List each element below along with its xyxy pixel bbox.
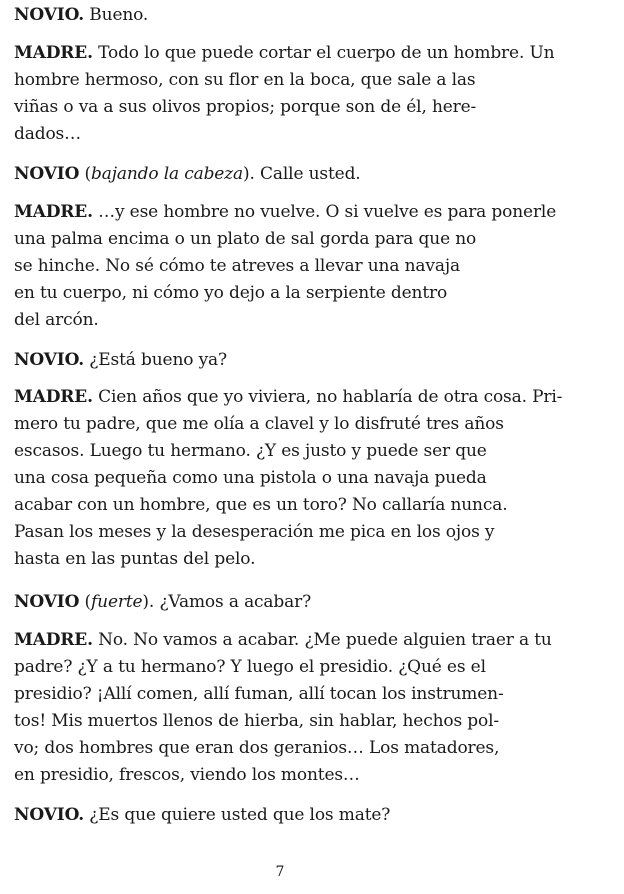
dialogue-text: Cien años que yo viviera, no hablaría de otra cosa. Pri-	[98, 387, 563, 407]
speech-novio-1	[14, 2, 148, 29]
speech-madre-1	[14, 40, 554, 148]
dialogue-line	[14, 161, 361, 188]
dialogue-line: una cosa pequeña como una pistola o una navaja pueda	[14, 468, 487, 488]
dialogue-line: vo; dos hombres que eran dos geranios… Los matadores,	[14, 738, 500, 758]
speaker-name: NOVIO.	[14, 5, 85, 25]
dialogue-text: …y ese hombre no vuelve. O si vuelve es para ponerle	[98, 202, 557, 222]
dialogue-line	[14, 347, 227, 374]
dialogue-line: tos! Mis muertos llenos de hierba, sin hablar, hechos pol-	[14, 711, 499, 731]
speaker-name: MADRE.	[14, 43, 93, 63]
dialogue-line: padre? ¿Y a tu hermano? Y luego el presidio. ¿Qué es el	[14, 657, 486, 677]
speaker-name: NOVIO	[14, 592, 80, 612]
speech-novio-5	[14, 802, 390, 829]
dialogue-line: acabar con un hombre, que es un toro? No callaría nunca.	[14, 495, 508, 515]
speaker-name: MADRE.	[14, 387, 93, 407]
dialogue-text: Bueno.	[89, 5, 149, 25]
dialogue-line: en presidio, frescos, viendo los montes…	[14, 765, 360, 785]
dialogue-line: dados…	[14, 124, 81, 144]
dialogue-text: ¿Vamos a acabar?	[159, 592, 312, 612]
stage-close: ).	[243, 164, 255, 184]
dialogue-line: una palma encima o un plato de sal gorda para que no	[14, 229, 477, 249]
dialogue-text: No. No vamos a acabar. ¿Me puede alguien traer a tu	[98, 630, 552, 650]
dialogue-text: Todo lo que puede cortar el cuerpo de un hombre. Un	[98, 43, 555, 63]
dialogue-line	[14, 384, 563, 411]
dialogue-text: Calle usted.	[260, 164, 361, 184]
dialogue-line	[14, 2, 149, 29]
stage-open: (	[84, 592, 91, 612]
speaker-name: NOVIO	[14, 164, 80, 184]
dialogue-line	[14, 627, 552, 654]
speaker-name: NOVIO.	[14, 805, 85, 825]
dialogue-line	[14, 40, 555, 67]
stage-close: ).	[142, 592, 155, 612]
speech-novio-2	[14, 161, 361, 188]
dialogue-line: del arcón.	[14, 310, 99, 330]
dialogue-line	[14, 199, 557, 226]
speech-madre-4	[14, 627, 552, 789]
dialogue-line: Pasan los meses y la desesperación me pica en los ojos y	[14, 522, 495, 542]
stage-direction: fuerte	[91, 592, 143, 612]
stage-open: (	[84, 164, 91, 184]
dialogue-line: hasta en las puntas del pelo.	[14, 549, 256, 569]
speech-madre-3	[14, 384, 562, 573]
dialogue-line: hombre hermoso, con su flor en la boca, que sale a las	[14, 70, 476, 90]
dialogue-line: en tu cuerpo, ni cómo yo dejo a la serpiente dentro	[14, 283, 448, 303]
stage-direction: bajando la cabeza	[91, 164, 244, 184]
dialogue-line	[14, 802, 391, 829]
dialogue-line	[14, 589, 312, 616]
speech-novio-3	[14, 347, 227, 374]
dialogue-line: escasos. Luego tu hermano. ¿Y es justo y puede ser que	[14, 441, 487, 461]
dialogue-line: se hinche. No sé cómo te atreves a llevar una navaja	[14, 256, 460, 276]
speaker-name: NOVIO.	[14, 350, 85, 370]
dialogue-line: viñas o va a sus olivos propios; porque son de él, here-	[14, 97, 477, 117]
speech-novio-4	[14, 589, 311, 616]
dialogue-line: presidio? ¡Allí comen, allí fuman, allí tocan los instrumen-	[14, 684, 504, 704]
dialogue-line: mero tu padre, que me olía a clavel y lo disfruté tres años	[14, 414, 504, 434]
speech-madre-2	[14, 199, 556, 334]
speaker-name: MADRE.	[14, 202, 93, 222]
dialogue-text: ¿Es que quiere usted que los mate?	[89, 805, 391, 825]
dialogue-text: ¿Está bueno ya?	[89, 350, 227, 370]
speaker-name: MADRE.	[14, 630, 93, 650]
page-number: 7	[275, 864, 285, 880]
